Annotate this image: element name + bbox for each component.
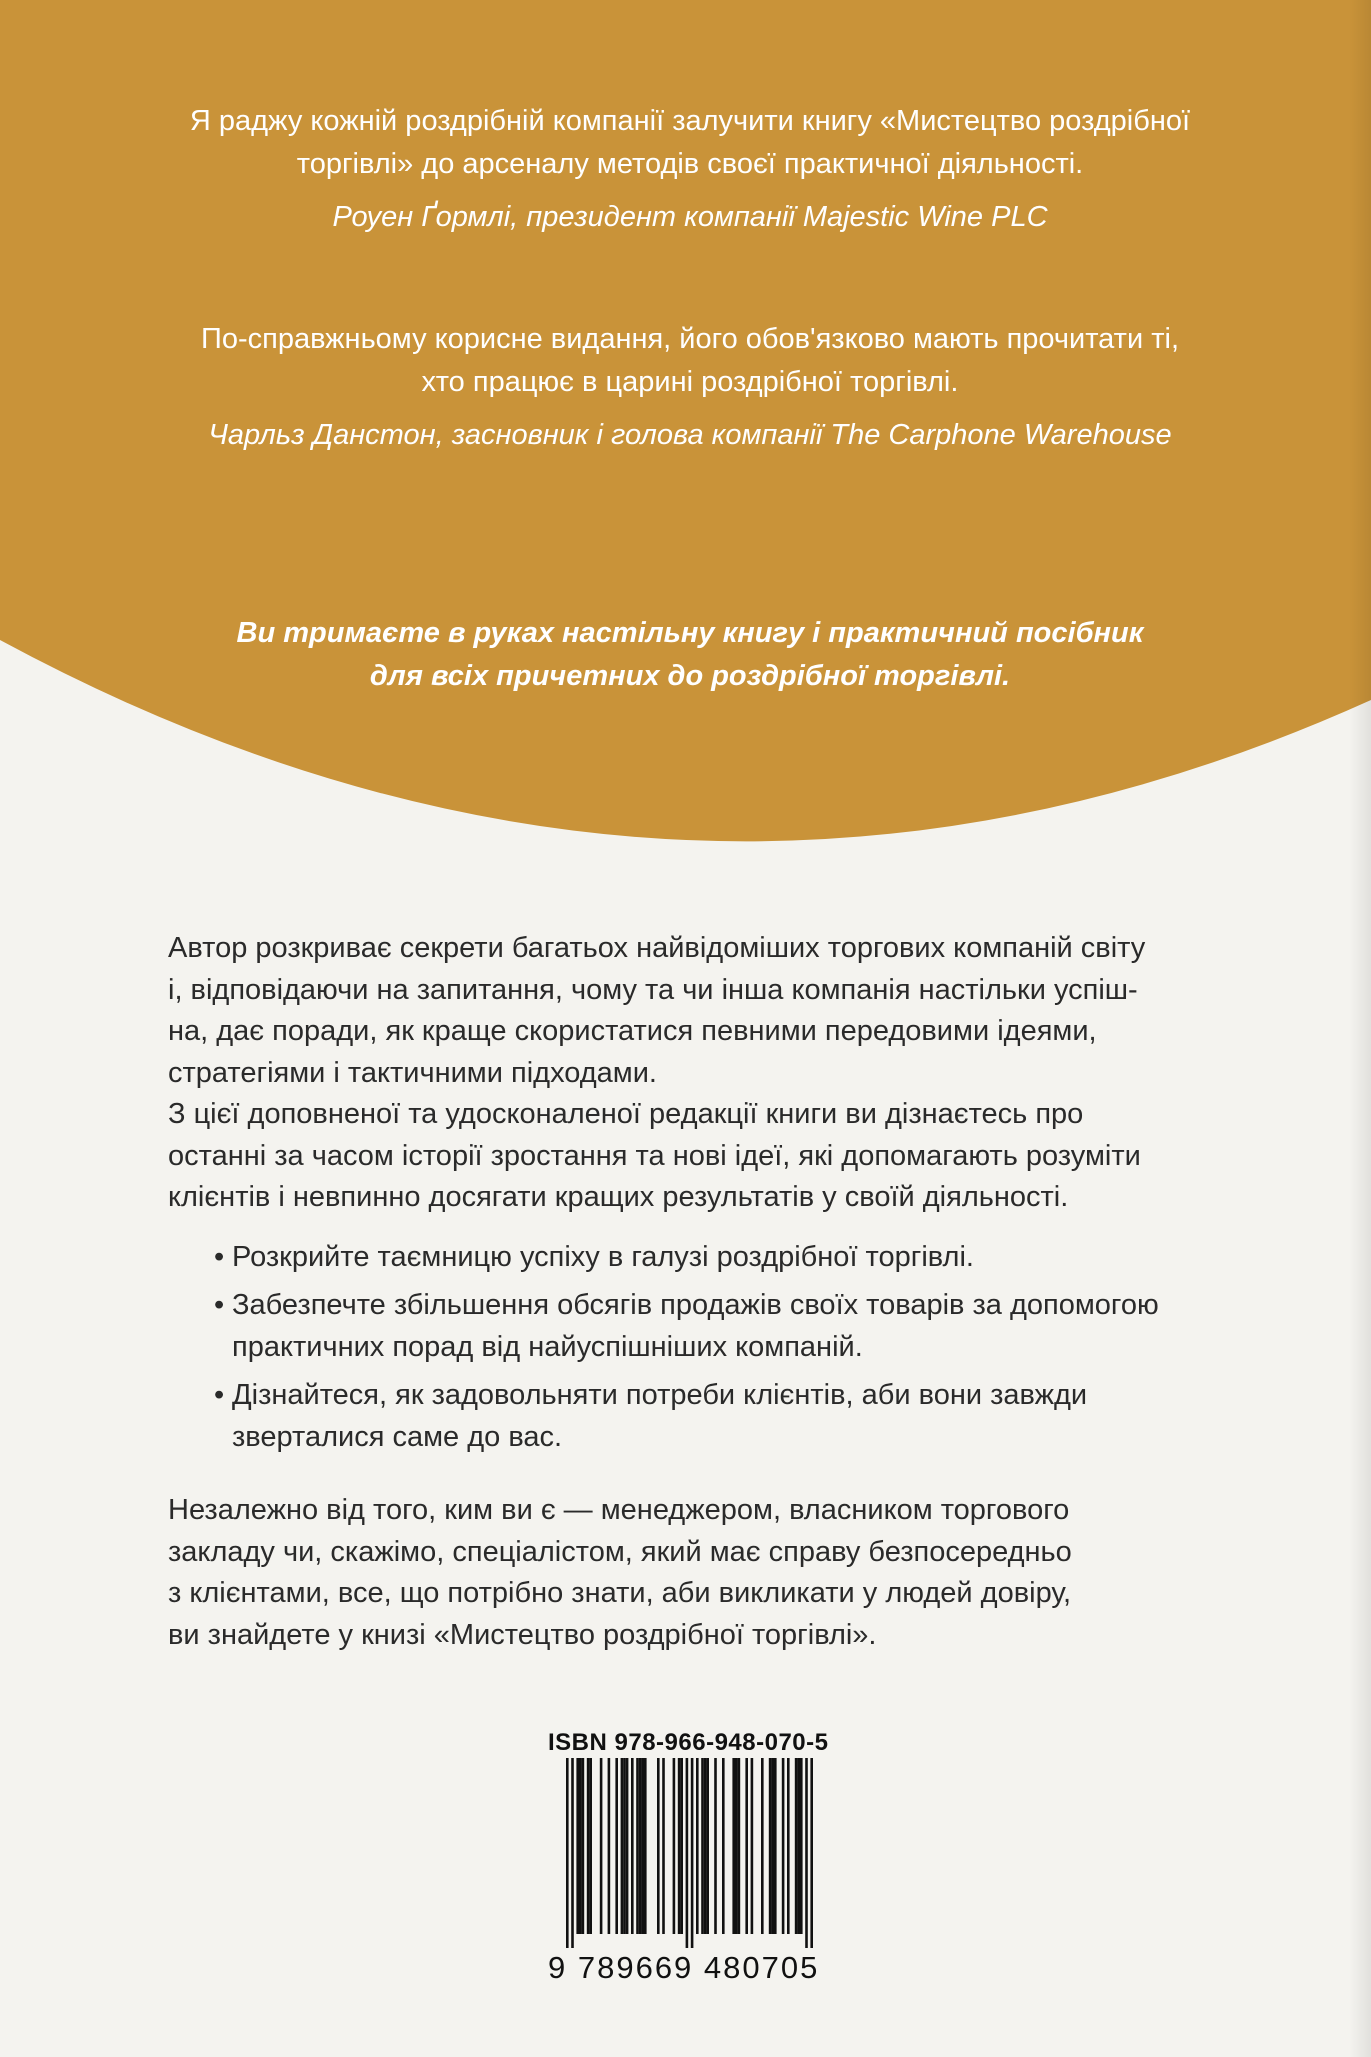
list-item-line: Розкрийте таємницю успіху в галузі роздрібної торгівлі. [232,1240,974,1273]
barcode-bar [678,1758,681,1934]
description-line: Автор розкриває секрети багатьох найвідоміших торгових компаній світу [168,932,1146,964]
barcode-bar [644,1758,647,1934]
benefits-list [214,1237,1238,1459]
spine-shadow [1349,0,1371,2057]
description-line: стратегіями і тактичними підходами. [168,1056,657,1089]
list-item-line: Забезпечте збільшення обсягів продажів своїх товарів за допомогою [232,1289,1159,1321]
barcode-bar [800,1758,803,1934]
barcode-bar [738,1758,741,1934]
barcode-digits: 9 789669 480705 [548,1950,820,1985]
barcode-bar [621,1758,624,1934]
list-item [214,1237,1238,1279]
barcode-bar [639,1758,642,1934]
barcode-bar [673,1758,676,1934]
barcode-bar [745,1758,748,1934]
barcode-bar [686,1758,689,1948]
barcode-bar [636,1758,639,1934]
barcode-bar [771,1758,774,1934]
barcode-bar [579,1758,582,1934]
quote-line: торгівлі» до арсеналу методів своєї практичної діяльності. [296,148,1084,180]
description-line: останні за часом історії зростання та нові ідеї, які допомагають розуміти [168,1139,1141,1172]
barcode-bar [566,1758,569,1948]
barcode-bar [761,1758,764,1934]
closing-line: ви знайдете у книзі «Мистецтво роздрібної торгівлі». [168,1618,877,1651]
list-item-line: зверталися саме до вас. [232,1420,563,1453]
barcode-bar [704,1758,707,1934]
description-line: на, дає поради, як краще скористатися певними передовими ідеями, [168,1015,1097,1047]
barcode-bar [600,1758,603,1934]
barcode-bar [626,1758,629,1934]
description-line: З цієї доповненої та удосконаленої редакції книги ви дізнаєтесь про [168,1098,1084,1130]
closing-line: закладу чи, скажімо, спеціалістом, який має справу безпосередньо [168,1535,1072,1568]
barcode-bar [714,1758,717,1934]
barcode-bar [706,1758,709,1934]
isbn-label: ISBN 978-966-948-070-5 [548,1729,829,1756]
barcode-bar [732,1758,735,1934]
book-description [168,928,1238,1656]
barcode-bar [576,1758,579,1934]
tagline-line: для всіх причетних до роздрібної торгівлі. [369,660,1011,692]
tagline-line: Ви тримаєте в руках настільну книгу і практичний посібник [236,617,1144,649]
barcode-bar [787,1758,790,1934]
barcode-bar [769,1758,772,1934]
endorsement-quote-2 [150,318,1230,457]
barcode-bar [696,1758,699,1934]
barcode-bar [701,1758,704,1934]
closing-line: з клієнтами, все, що потрібно знати, аби викликати у людей довіру, [168,1577,1072,1609]
quote-line: Я раджу кожній роздрібній компанії залучити книгу «Мистецтво роздрібної [189,105,1191,137]
list-item-line: практичних порад від найуспішніших компаній. [232,1330,863,1363]
barcode-bar [810,1758,813,1948]
barcode-bar [782,1758,785,1934]
barcode-bar [751,1758,754,1934]
quote-line: хто працює в царині роздрібної торгівлі. [421,366,959,398]
quote-line: По-справжньому корисне видання, його обов'язково мають прочитати ті, [200,323,1179,355]
barcode-bar [657,1758,660,1934]
list-item-line: Дізнайтеся, як задовольняти потреби клієнтів, аби вони завжди [232,1379,1088,1411]
endorsement-quote-1 [150,100,1230,239]
description-line: і, відповідаючи на запитання, чому та чи інша компанія настільки успіш- [168,973,1138,1006]
barcode-bar [587,1758,590,1934]
quote-attribution: Роуен Ґормлі, президент компанії Majestic Wine PLC [332,201,1048,233]
barcode-bar [631,1758,634,1934]
barcode-bar [582,1758,585,1934]
barcode-bar [623,1758,626,1934]
barcode-bar [735,1758,738,1934]
tagline [150,612,1230,698]
barcode-bar [774,1758,777,1934]
barcode-bar [589,1758,592,1934]
barcode-bar [615,1758,618,1934]
list-item [214,1285,1238,1368]
barcode-bar [805,1758,808,1948]
barcode-bar [680,1758,683,1934]
barcode-bar [641,1758,644,1934]
barcode-bar [662,1758,665,1934]
quote-attribution: Чарльз Данстон, засновник і голова компанії The Carphone Warehouse [208,419,1172,451]
barcode-bar [795,1758,798,1934]
barcode-bar [608,1758,611,1934]
barcode-bar [571,1758,574,1948]
barcode-image [548,1758,848,1948]
barcode-bar [722,1758,725,1934]
barcode-bar [691,1758,694,1948]
description-line: клієнтів і невпинно досягати кращих результатів у своїй діяльності. [168,1181,1069,1213]
closing-line: Незалежно від того, ким ви є — менеджером, власником торгового [168,1494,1070,1526]
isbn-barcode-block [548,1728,848,1985]
list-item [214,1375,1238,1458]
barcode-bar [797,1758,800,1934]
